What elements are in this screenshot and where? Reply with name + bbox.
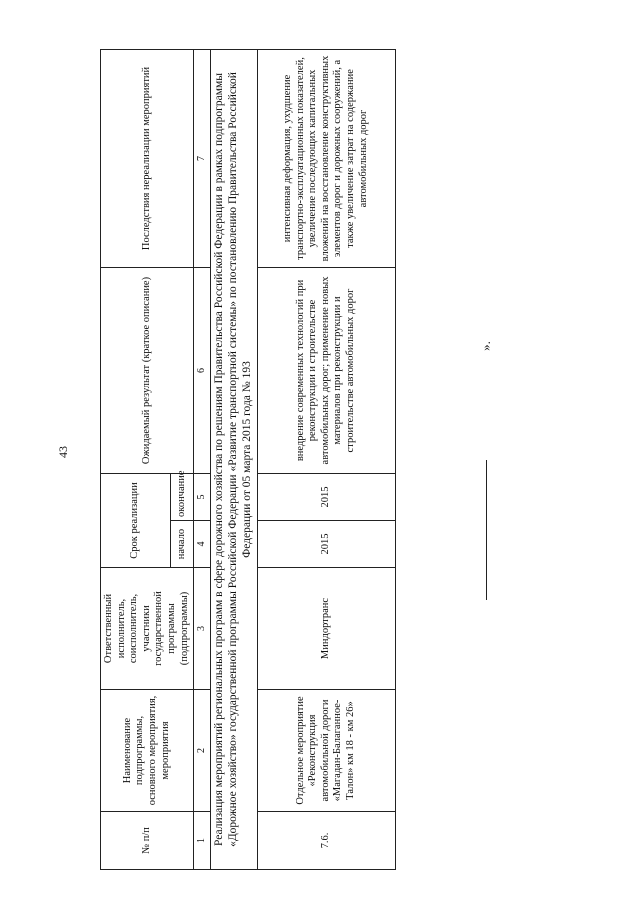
column-number-row bbox=[194, 49, 211, 869]
column-number: 7 bbox=[194, 49, 211, 267]
row-result: внедрение современных технологий при реконструкции и строительстве автомобильных дорог; применение новых материалов при реконструкции и строительстве автомобильных дорог bbox=[257, 267, 395, 473]
header-result: Ожидаемый результат (краткое описание) bbox=[101, 267, 194, 473]
header-executor: Ответственный исполнитель, соисполнитель, участники государственной программы (подпрограммы) bbox=[101, 568, 194, 690]
column-number: 5 bbox=[194, 473, 211, 520]
header-num: № п/п bbox=[101, 812, 194, 870]
closing-mark: ». bbox=[478, 341, 493, 351]
rotated-table-wrapper bbox=[100, 50, 410, 870]
header-row-1 bbox=[101, 49, 171, 869]
closing-line bbox=[486, 460, 488, 600]
row-name: Отдельное мероприятие «Реконструкция автомобильной дороги «Магадан-Балаганное-Талон» км 18 - км 26» bbox=[257, 690, 395, 812]
page-number: 43 bbox=[56, 446, 70, 458]
measures-table bbox=[100, 49, 396, 870]
table-row bbox=[257, 49, 395, 869]
column-number: 6 bbox=[194, 267, 211, 473]
header-name: Наименование подпрограммы, основного мероприятия, мероприятия bbox=[101, 690, 194, 812]
header-term-start: начало bbox=[170, 521, 193, 568]
column-number: 2 bbox=[194, 690, 211, 812]
row-executor: Миндортранс bbox=[257, 568, 395, 690]
row-end: 2015 bbox=[257, 473, 395, 520]
header-term-end: окончание bbox=[170, 473, 193, 520]
column-number: 4 bbox=[194, 521, 211, 568]
header-consequences: Последствия нереализации мероприятий bbox=[101, 49, 194, 267]
row-consequences: интенсивная деформация, ухудшение транспортно-эксплуатационных показателей, увеличение последующих капитальных вложений на восстановление конструктивных элементов дорог и дорожных сооружений, а также увеличение затрат на содержание автомобильных дорог bbox=[257, 49, 395, 267]
row-num: 7.6. bbox=[257, 812, 395, 870]
section-title: Реализация мероприятий региональных программ в сфере дорожного хозяйства по решениям Правительства Российской Федерации в рамках подпрограммы «Дорожное хозяйство» государственной программы Российской Федерации «Развитие транспортной системы» по постановлению Правительства Российской Федерации от 05 марта 2015 года № 193 bbox=[211, 49, 257, 869]
column-number: 1 bbox=[194, 812, 211, 870]
row-start: 2015 bbox=[257, 521, 395, 568]
column-number: 3 bbox=[194, 568, 211, 690]
header-term: Срок реализации bbox=[101, 473, 171, 567]
section-row bbox=[211, 49, 257, 869]
